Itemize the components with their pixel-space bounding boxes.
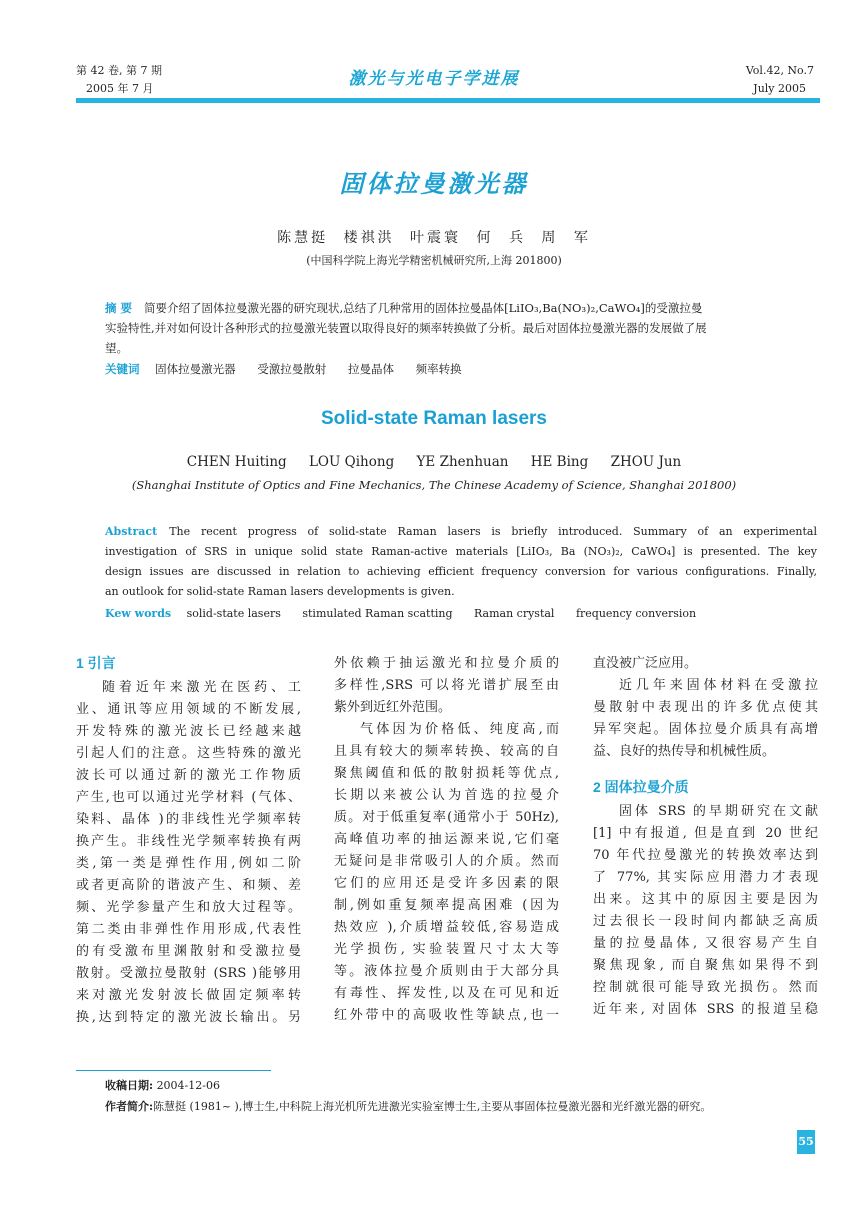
body-line: 近年来, 对固体 SRS 的报道呈稳 [593,1002,818,1017]
keyword-en: frequency conversion [575,607,697,620]
body-line: 业、通讯等应用领域的不断发展, [76,702,301,717]
author-en: ZHOU Jun [610,454,682,470]
body-line: 散射。受激拉曼散射 (SRS )能够用 [76,966,301,981]
abstract-cn-label: 摘 要 [105,301,133,315]
body-column-2 [334,653,559,1027]
section-gap [593,763,818,773]
body-line: 控制就很可能导致光损伤。然而 [593,980,818,995]
body-line: 了 77%, 其实际应用潜力才表现 [593,870,818,885]
author-en: CHEN Huiting [186,454,287,470]
body-line: 产生,也可以通过光学材料 (气体、 [76,790,301,805]
keyword-en: Raman crystal [474,607,555,620]
page-number: 55 [797,1130,815,1154]
body-line: 来对激光发射波长做固定频率转 [76,988,301,1003]
abstract-cn-line: 实验特性,并对如何设计各种形式的拉曼激光装置以取得良好的频率转换做了分析。最后对固体拉曼激光器的发展做了展 [105,321,707,335]
body-line: 近几年来固体材料在受激拉 [619,678,818,693]
author-en: HE Bing [530,454,589,470]
abstract-en-line: investigation of SRS in unique solid state Raman-active materials [LiIO₃, Ba (NO₃)₂, CaWO₄] is presented. The key [105,545,817,558]
body-line: 频、光学参量产生和放大过程等。 [76,900,301,915]
body-line: 异军突起。固体拉曼介质具有高增 [593,722,818,737]
body-line: 随着近年来激光在医药、工 [102,680,301,695]
body-line: 类,第一类是弹性作用,例如二阶 [76,856,301,871]
body-line: [1] 中有报道, 但是直到 20 世纪 [593,826,818,841]
keyword-cn: 固体拉曼激光器 [155,362,236,376]
keyword-cn: 受激拉曼散射 [257,362,327,376]
body-line: 开发特殊的激光波长已经越来越 [76,724,301,739]
body-column-1 [76,649,301,1029]
keyword-cn: 频率转换 [415,362,462,376]
abstract-en-text: The recent progress of solid-state Raman lasers is briefly introduced. Summary of an experimental [169,525,817,538]
body-line: 益、良好的热传导和机械性质。 [593,744,776,759]
keywords-cn-label: 关键词 [105,362,140,376]
body-line: 换,达到特定的激光波长输出。另 [76,1010,301,1025]
abstract-cn-line: 望。 [105,341,128,355]
body-line: 高峰值功率的抽运源来说,它们毫 [334,832,559,847]
body-line: 光学损伤, 实验装置尺寸太大等 [334,942,559,957]
section-heading: 1 引言 [76,655,116,671]
abstract-en-line: design issues are discussed in relation to achieving efficient frequency conversion for various configurations. Finally, [105,565,817,578]
abstract-cn-text: 简要介绍了固体拉曼激光器的研究现状,总结了几种常用的固体拉曼晶体[LiIO₃,Ba(NO₃)₂,CaWO₄]的受激拉曼 [144,301,703,315]
abstract-en-label: Abstract [105,525,158,538]
body-line: 换产生。非线性光学频率转换有两 [76,834,301,849]
authors-en [0,454,868,470]
affiliation-en: (Shanghai Institute of Optics and Fine Mechanics, The Chinese Academy of Science, Shanghai 201800) [131,478,737,492]
abstract-en-line [105,522,817,542]
body-line: 红外带中的高吸收性等缺点,也一 [334,1008,559,1023]
body-line: 染料、晶体 )的非线性光学频率转 [76,812,301,827]
body-line: 引起人们的注意。这些特殊的激光 [76,746,301,761]
body-line: 紫外到近红外范围。 [334,700,452,715]
author-en: LOU Qihong [308,454,395,470]
keywords-en-label: Kew words [105,607,172,620]
body-line: 出来。这其中的原因主要是因为 [593,892,818,907]
author-bio [105,1097,825,1117]
body-line: 且具有较大的频率转换、较高的自 [334,744,559,759]
body-line: 量的拉曼晶体, 又很容易产生自 [593,936,818,951]
body-line: 等。液体拉曼介质则由于大部分具 [334,964,559,979]
authors-cn: 陈慧挺 楼祺洪 叶震寰 何 兵 周 军 [277,230,591,246]
keywords-en [105,604,817,624]
body-line: 第二类由非弹性作用形成,代表性 [76,922,301,937]
title-cn: 固体拉曼激光器 [339,169,529,198]
body-line: 热效应 ),介质增益较低,容易造成 [334,920,559,935]
received-label: 收稿日期: [105,1079,154,1092]
bio-label: 作者简介: [105,1100,154,1113]
section-heading: 2 固体拉曼介质 [593,779,689,795]
body-line: 过去很长一段时间内都缺乏高质 [593,914,818,929]
abstract-cn-line [105,298,817,318]
header-rule [76,98,820,103]
body-line: 气体因为价格低、纯度高,而 [360,722,559,737]
received-value: 2004-12-06 [156,1079,220,1092]
bio-value: 陈慧挺 (1981~ ),博士生,中科院上海光机所先进激光实验室博士生,主要从事固体拉曼激光器和光纤激光器的研究。 [153,1100,712,1113]
body-line: 波长可以通过新的激光工作物质 [76,768,301,783]
body-line: 制,例如重复频率提高困难 (因为 [334,898,559,913]
journal-name: 激光与光电子学进展 [348,69,520,89]
keyword-en: stimulated Raman scatting [302,607,453,620]
affiliation-cn: (中国科学院上海光学精密机械研究所,上海 201800) [306,254,562,267]
received-date [105,1076,825,1096]
header-volume-cn: 第 42 卷, 第 7 期 [76,64,162,77]
body-line: 聚焦阈值和低的散射损耗等优点, [334,766,559,781]
author-en: YE Zhenhuan [416,454,509,470]
body-line: 质。对于低重复率(通常小于 50Hz), [334,810,559,825]
keyword-en: solid-state lasers [186,607,281,620]
body-line: 直没被广泛应用。 [593,656,698,671]
body-line: 长期以来被公认为首选的拉曼介 [334,788,559,803]
body-line: 固体 SRS 的早期研究在文献 [619,804,818,819]
abstract-en-line: an outlook for solid-state Raman lasers developments is given. [105,585,455,598]
body-line: 多样性,SRS 可以将光谱扩展至由 [334,678,559,693]
body-line: 它们的应用还是受许多因素的限 [334,876,559,891]
body-line: 或者更高阶的谐波产生、和频、差 [76,878,301,893]
body-line: 外依赖于抽运激光和拉曼介质的 [334,656,559,671]
body-line: 70 年代拉曼激光的转换效率达到 [593,848,818,863]
body-line: 无疑问是非常吸引人的介质。然而 [334,854,559,869]
title-en: Solid-state Raman lasers [321,408,547,429]
keywords-cn [105,359,817,379]
header-volume-en: Vol.42, No.7 [745,64,814,77]
body-line: 有毒性、挥发性,以及在可见和近 [334,986,559,1001]
body-line: 的有受激布里渊散射和受激拉曼 [76,944,301,959]
header-date-cn: 2005 年 7 月 [86,82,154,95]
keyword-cn: 拉曼晶体 [347,362,394,376]
body-line: 曼散射中表现出的许多优点使其 [593,700,818,715]
header-date-en: July 2005 [753,82,806,95]
body-line: 聚焦现象, 而自聚焦如果得不到 [593,958,818,973]
footnote-rule [76,1070,271,1071]
body-column-3 [593,653,818,1021]
